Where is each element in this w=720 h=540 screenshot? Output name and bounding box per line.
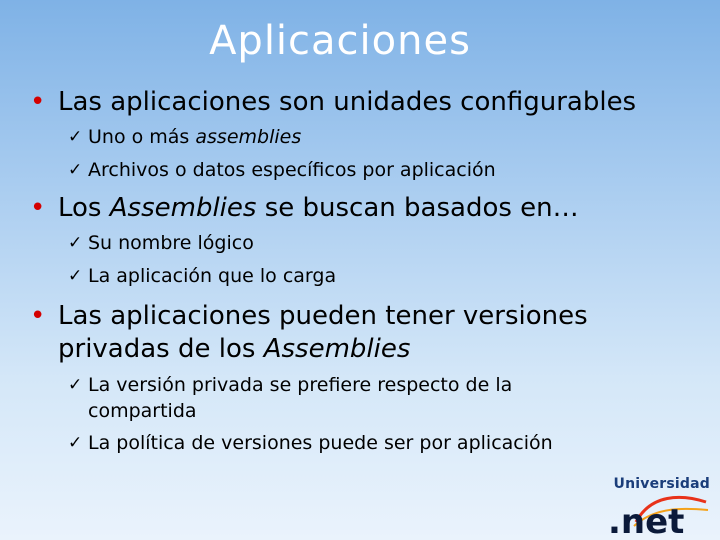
sub-3-2 [68,430,700,456]
net-logo-mark [606,492,710,536]
bullet-3-text: Las aplicaciones pueden tener versiones privadas de los Assemblies [58,301,588,364]
bullet-3 [30,300,700,366]
check-icon: ✓ [68,266,83,286]
logo-net-text: .net [608,502,685,536]
universidad-net-logo [606,476,710,536]
bullet-dot: • [30,87,46,117]
sub-1-1 [68,124,700,150]
sub-3-2-text: La política de versiones puede ser por aplicación [88,432,553,454]
bullet-2 [30,192,700,225]
slide-title: Aplicaciones [209,18,471,64]
check-icon: ✓ [68,375,83,395]
check-icon: ✓ [68,233,83,253]
bullet-1 [30,86,700,119]
check-icon: ✓ [68,160,83,180]
sub-2-1 [68,230,700,256]
sub-1-2-text: Archivos o datos específicos por aplicación [88,159,496,181]
bullet-2-text: Los Assemblies se buscan basados en… [58,193,579,223]
bullet-dot: • [30,193,46,223]
logo-universidad-text: Universidad [613,476,710,492]
bullet-dot: • [30,301,46,331]
sub-2-1-text: Su nombre lógico [88,232,254,254]
check-icon: ✓ [68,127,83,147]
sub-2-2 [68,263,700,289]
sub-3-1-text: La versión privada se prefiere respecto de la compartida [88,374,513,422]
sub-1-2 [68,157,700,183]
sub-1-1-text: Uno o más assemblies [88,126,302,148]
bullet-1-text: Las aplicaciones son unidades configurables [58,87,637,117]
check-icon: ✓ [68,433,83,453]
sub-3-1 [68,372,700,424]
sub-2-2-text: La aplicación que lo carga [88,265,337,287]
